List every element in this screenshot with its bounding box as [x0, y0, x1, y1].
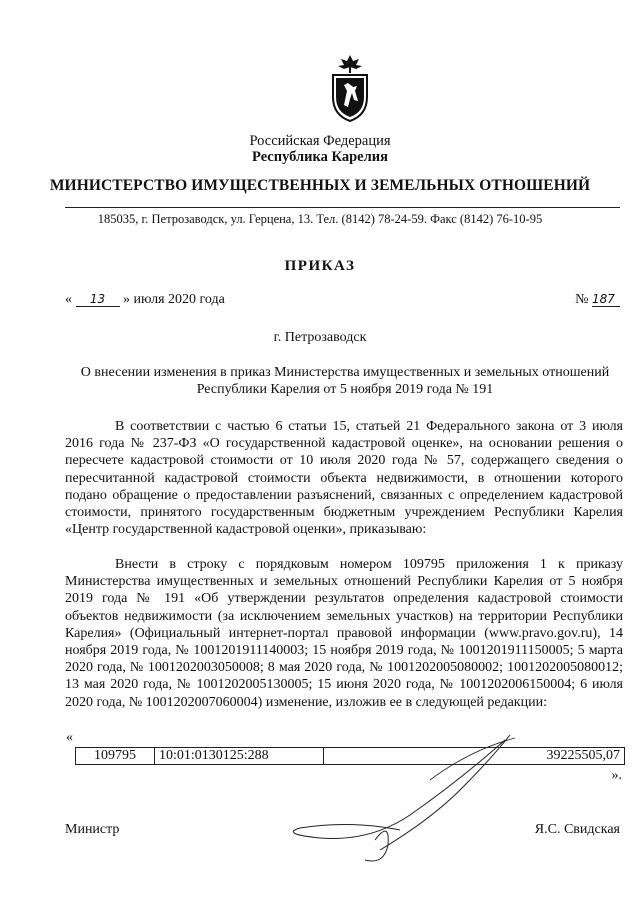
order-subject: О внесении изменения в приказ Министерства имущественных и земельных отношений Республики Карелия от 5 ноября 2019 года № 191: [80, 365, 610, 397]
city-name: г. Петрозаводск: [273, 330, 367, 345]
ministry-address: 185035, г. Петрозаводск, ул. Герцена, 13. Тел. (8142) 78-24-59. Факс (8142) 76-10-95: [97, 212, 543, 226]
open-quote: «: [66, 730, 73, 745]
row-number-cell: 109795: [76, 748, 155, 765]
body-paragraph-1: В соответствии с частью 6 статьи 15, статьей 21 Федерального закона от 3 июля 2016 года № 237-ФЗ «О государственной кадастровой оценке», на основании решения о пересчете кадастровой стоимости от 10 июля 2020 года № 57, содержащего сведения о пересчитанной кадастровой стоимости объекта недвижимости, в отношении которого подано обращение о предоставлении разъяснений, связанных с определением кадастровой стоимости, принятого государственным бюджетным учреждением Республики Карелия «Центр государственной кадастровой оценки», приказываю:: [65, 419, 623, 538]
cadastral-number-cell: 10:01:0130125:288: [155, 748, 324, 765]
number-prefix: №: [575, 292, 589, 307]
document-type: ПРИКАЗ: [284, 258, 356, 274]
country-name: Российская Федерация: [249, 133, 391, 149]
signatory-name: Я.С. Свидская: [534, 822, 620, 837]
coat-of-arms-emblem: [327, 53, 373, 123]
handwritten-signature: [260, 720, 560, 870]
ministry-name: МИНИСТЕРСТВО ИМУЩЕСТВЕННЫХ И ЗЕМЕЛЬНЫХ ОТНОШЕНИЙ: [49, 177, 591, 194]
cadastral-value-cell: 39225505,07: [324, 748, 625, 765]
number-value: 187: [592, 292, 620, 307]
republic-name: Республика Карелия: [252, 149, 388, 165]
body-paragraph-2: Внести в строку с порядковым номером 109795 приложения 1 к приказу Министерства имущественных и земельных отношений Республики Карелия от 5 ноября 2019 года № 191 «Об утверждении результатов определения кадастровой стоимости объектов недвижимости (за исключением земельных участков) на территории Республики Карелия» (Официальный интернет-портал правовой информации (www.pravo.gov.ru), 14 ноября 2019 года, № 1001201911140003; 15 ноября 2019 года, № 1001201911150005; 5 марта 2020 года, № 1001202003050008; 8 мая 2020 года, № 1001202005080002; 1001202005080012; 13 мая 2020 года, № 1001202005130005; 15 июня 2020 года, № 1001202006150004; 6 июля 2020 года, № 1001202007060004) изменение, изложив ее в следующей редакции:: [65, 557, 623, 710]
order-number: [575, 292, 620, 308]
order-date: [65, 292, 225, 308]
date-open-quote: «: [65, 292, 72, 307]
signatory-title: Министр: [65, 822, 120, 837]
date-day: 13: [76, 292, 120, 307]
close-quote: ».: [611, 768, 622, 783]
header-divider: [65, 207, 620, 208]
date-month-year: » июля 2020 года: [123, 292, 225, 307]
